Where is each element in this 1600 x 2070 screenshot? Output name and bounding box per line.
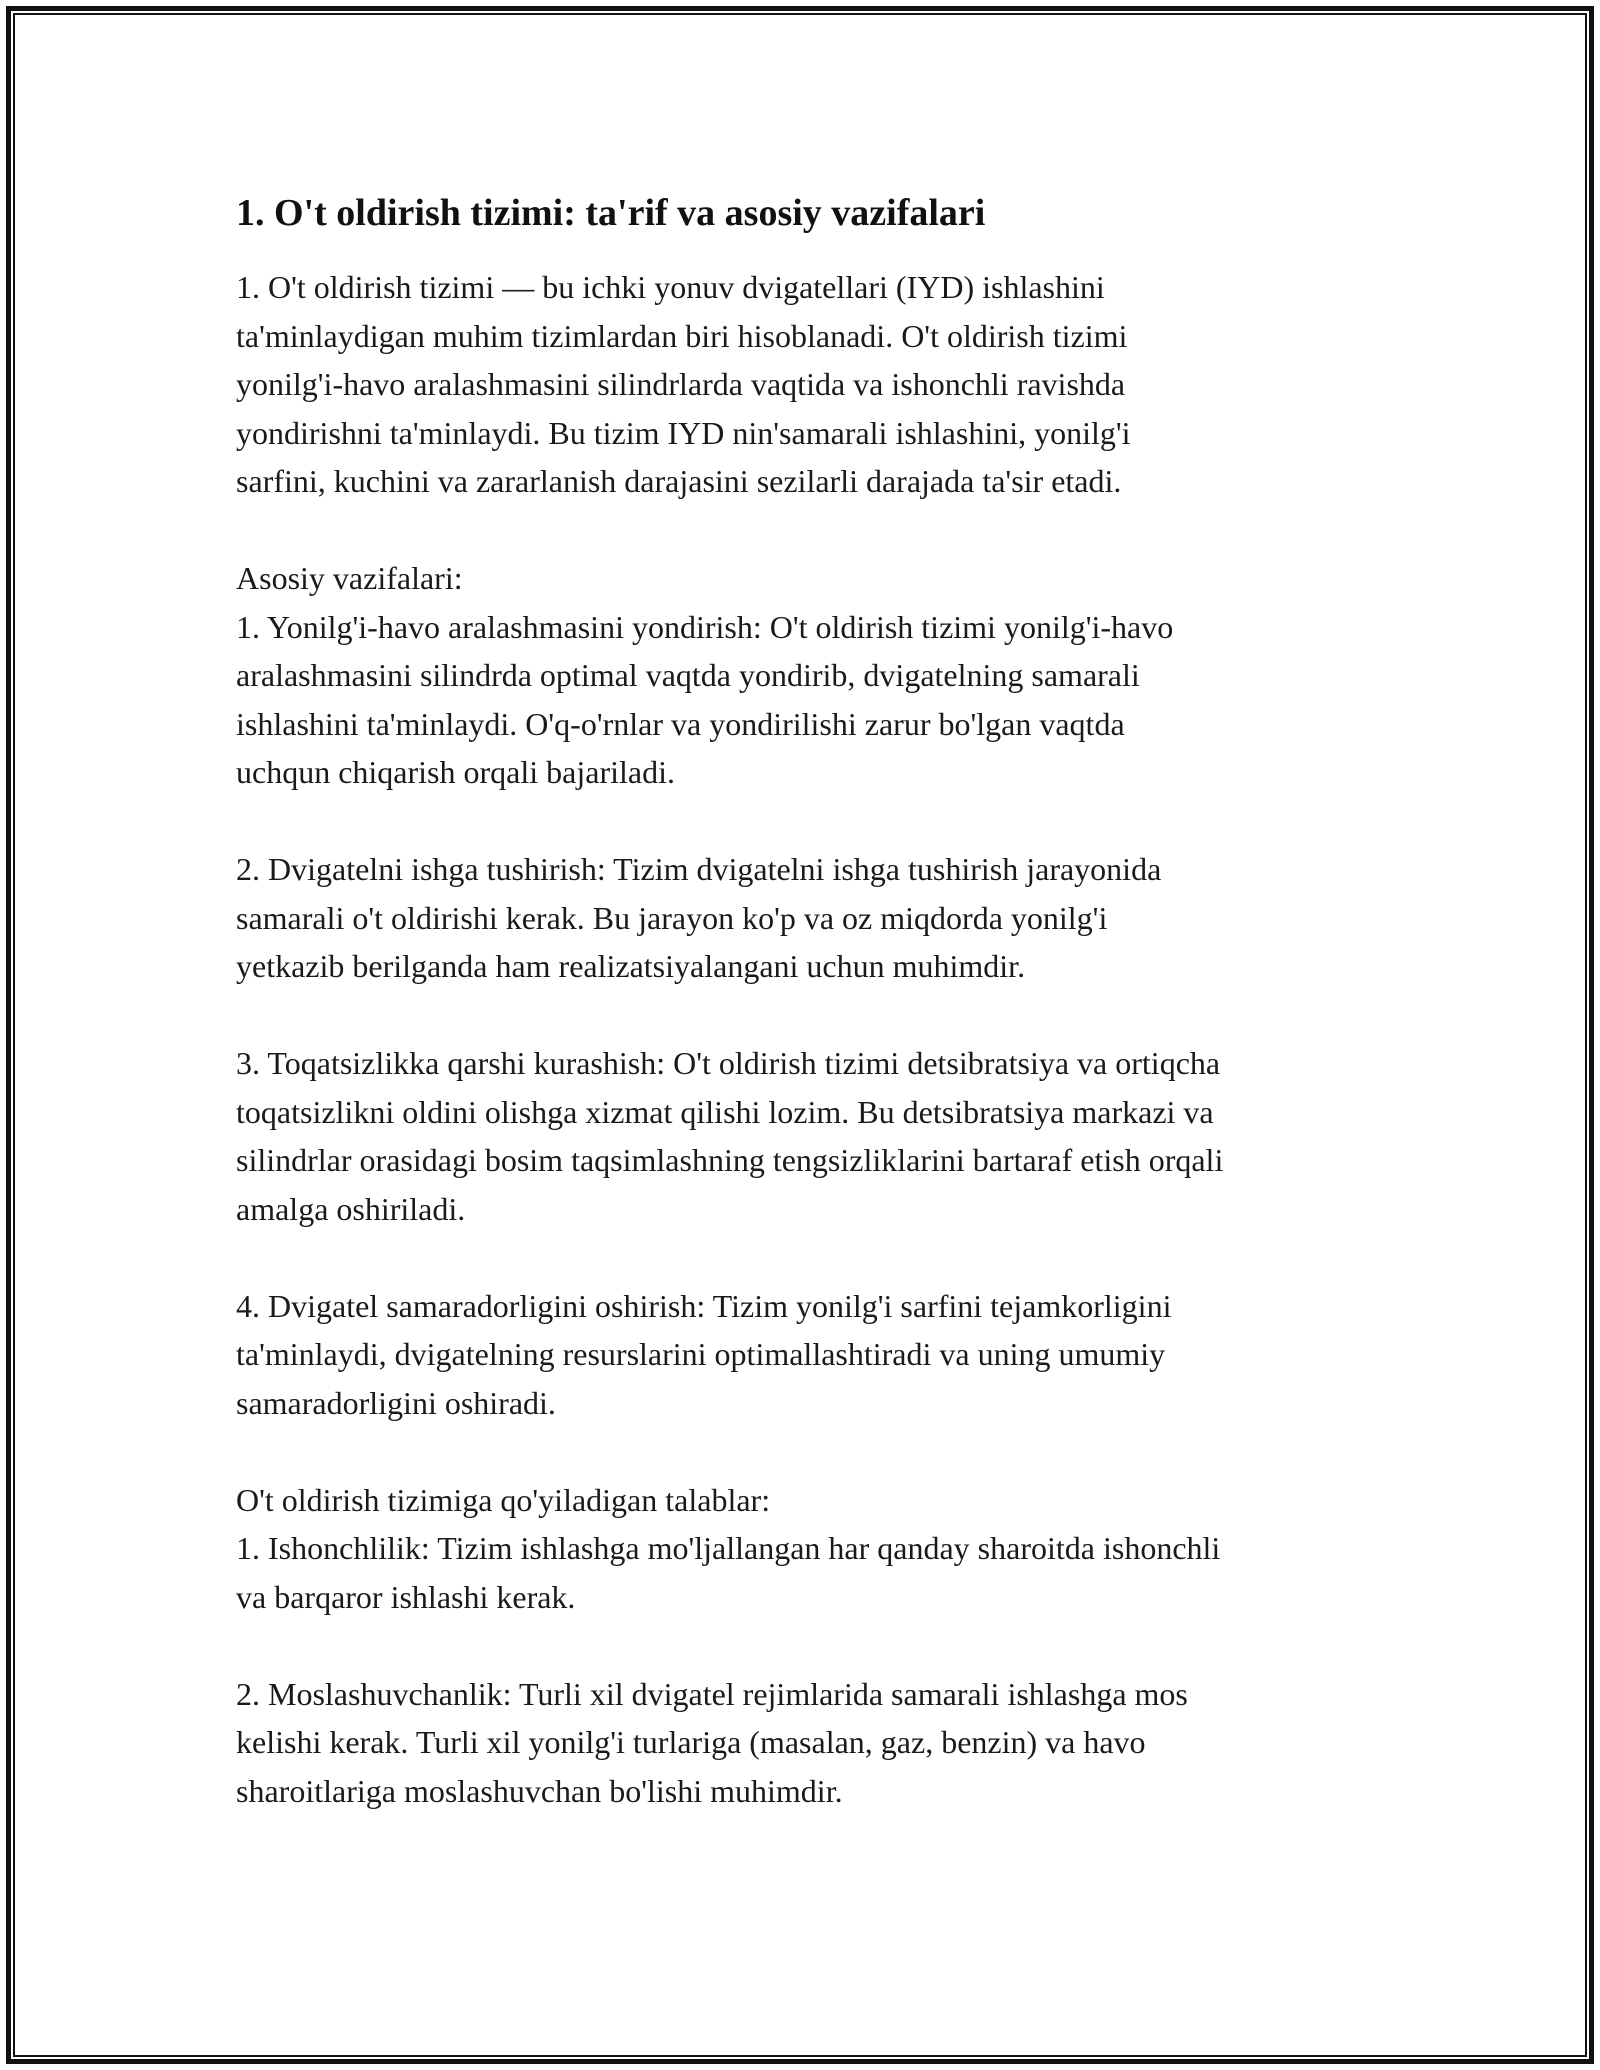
paragraph-flexibility: 2. Moslashuvchanlik: Turli xil dvigatel rejimlarida samarali ishlashga mos kelishi kerak. Turli xil yonilg'i turlariga (masalan, gaz, benzin) va havo sharoitlariga moslashuvchan bo'lishi muhimdir. bbox=[236, 1675, 1188, 1809]
paragraph-detonation: 3. Toqatsizlikka qarshi kurashish: O't oldirish tizimi detsibratsiya va ortiqcha toqatsizlikni oldini olishga xizmat qilishi lozim. Bu detsibratsiya markazi va silindrlar orasidagi bosim taqsimlashning tengsizliklarini bartaraf etish orqali amalga oshiriladi. bbox=[236, 1045, 1224, 1227]
paragraph-engine-start: 2. Dvigatelni ishga tushirish: Tizim dvigatelni ishga tushirish jarayonida samarali o't oldirishi kerak. Bu jarayon ko'p va oz miqdorda yonilg'i yetkazib berilganda ham realizatsiyalangani uchun muhimdir. bbox=[236, 851, 1162, 984]
paragraph-gap bbox=[236, 1621, 1376, 1670]
paragraph-gap bbox=[236, 1427, 1376, 1476]
paragraph-main-tasks: Asosiy vazifalari: 1. Yonilg'i-havo aralashmasini yondirish: O't oldirish tizimi yonilg'i-havo aralashmasini silindrda optimal vaqtda yondirib, dvigatelning samarali ishlashini ta'minlaydi. O'q-o'rnlar va yondirilishi zarur bo'lgan vaqtda uchqun chiqarish orqali bajariladi. bbox=[236, 560, 1174, 790]
paragraph-requirements: O't oldirish tizimiga qo'yiladigan talablar: 1. Ishonchlilik: Tizim ishlashga mo'ljallangan har qanday sharoitda ishonchli va barqaror ishlashi kerak. bbox=[236, 1481, 1221, 1615]
paragraph-gap bbox=[236, 797, 1376, 846]
paragraph-efficiency: 4. Dvigatel samaradorligini oshirish: Tizim yonilg'i sarfini tejamkorligini ta'minlaydi, dvigatelning resurslarini optimallashtiradi va uning umumiy samaradorligini oshiradi. bbox=[236, 1287, 1172, 1421]
document-body bbox=[236, 185, 1376, 1815]
paragraph-gap bbox=[236, 991, 1376, 1040]
paragraph-definition: 1. O't oldirish tizimi — bu ichki yonuv dvigatellari (IYD) ishlashini ta'minlaydigan muhim tizimlardan biri hisoblanadi. O't oldirish tizimi yonilg'i-havo aralashmasini silindrlarda vaqtida va ishonchli ravishda yondirishni ta'minlaydi. Bu tizim IYD nin'samarali ishlashini, yonilg'i sarfini, kuchini va zararlanish darajasini sezilarli darajada ta'sir etadi. bbox=[236, 269, 1131, 499]
document-title: 1. O't oldirish tizimi: ta'rif va asosiy vazifalari bbox=[236, 192, 986, 234]
paragraph-gap bbox=[236, 506, 1376, 555]
paragraph-gap bbox=[236, 1233, 1376, 1282]
